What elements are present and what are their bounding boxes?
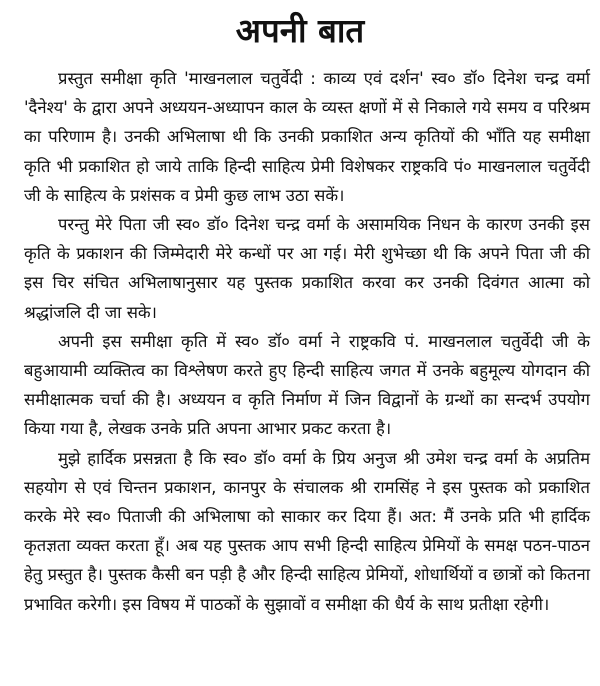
paragraph-1: प्रस्तुत समीक्षा कृति 'माखनलाल चतुर्वेदी : काव्य एवं दर्शन' स्व० डॉ० दिनेश चन्द्र वर्मा 'दैनेश्य' के द्वारा अपने अध्ययन-अध्यापन काल के व्यस्त क्षणों में से निकाले गये समय व परिश्रम का परिणाम है। उनकी अभिलाषा थी कि उनकी प्रकाशित अन्य कृतियों की भाँति यह समीक्षा कृति भी प्रकाशित हो जाये ताकि हिन्दी साहित्य प्रेमी विशेषकर राष्ट्रकवि पं० माखनलाल चतुर्वेदी जी के साहित्य के प्रशंसक व प्रेमी कुछ लाभ उठा सकें।: [24, 69, 590, 205]
document-body: [24, 64, 590, 619]
paragraph-2: परन्तु मेरे पिता जी स्व० डॉ० दिनेश चन्द्र वर्मा के असामयिक निधन के कारण उनकी इस कृति के प्रकाशन की जिम्मेदारी मेरे कन्धों पर आ गई। मेरी शुभेच्छा थी कि अपने पिता जी की इस चिर संचित अभिलाषानुसार यह पुस्तक प्रकाशित करवा कर उनकी दिवंगत आत्मा को श्रद्धांजलि दी जा सके।: [24, 215, 590, 322]
page-title: अपनी बात: [235, 11, 365, 50]
paragraph-3: अपनी इस समीक्षा कृति में स्व० डॉ० वर्मा ने राष्ट्रकवि पं. माखनलाल चतुर्वेदी जी के बहुआयामी व्यक्तित्व का विश्लेषण करते हुए हिन्दी साहित्य जगत में उनके बहुमूल्य योगदान की समीक्षात्मक चर्चा की है। अध्ययन व कृति निर्माण में जिन विद्वानों के ग्रन्थों का सन्दर्भ उपयोग किया गया है, लेखक उनके प्रति अपना आभार प्रकट करता है।: [24, 331, 590, 439]
paragraph-4: मुझे हार्दिक प्रसन्नता है कि स्व० डॉ० वर्मा के प्रिय अनुज श्री उमेश चन्द्र वर्मा के अप्रतिम सहयोग से एवं चिन्तन प्रकाशन, कानपुर के संचालक श्री रामसिंह ने इस पुस्तक को प्रकाशित करके मेरे स्व० पिताजी की अभिलाषा को साकार कर दिया हैं। अत: मैं उनके प्रति भी हार्दिक कृतज्ञता व्यक्त करता हूँ। अब यह पुस्तक आप सभी हिन्दी साहित्य प्रेमियों के समक्ष पठन-पाठन हेतु प्रस्तुत है। पुस्तक कैसी बन पड़ी है और हिन्दी साहित्य प्रेमियों, शोधार्थियों व छात्रों को कितना प्रभावित करेगी। इस विषय में पाठकों के सुझावों व समीक्षा की धैर्य के साथ प्रतीक्षा रहेगी।: [24, 448, 590, 614]
